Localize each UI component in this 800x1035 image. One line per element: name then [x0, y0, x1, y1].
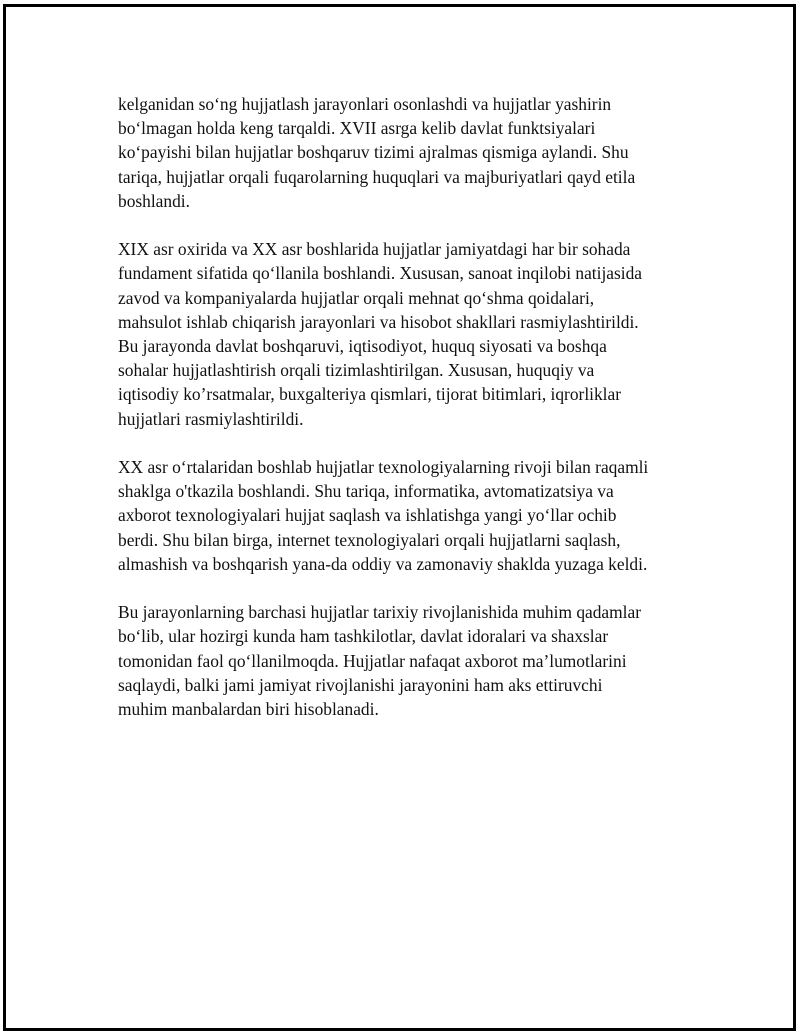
- paragraph-1: kelganidan so‘ng hujjatlash jarayonlari osonlashdi va hujjatlar yashirin bo‘lmagan holda keng tarqaldi. XVII asrga kelib davlat funktsiyalari ko‘payishi bilan hujjatlar boshqaruv tizimi ajralmas qismiga aylandi. Shu tariqa, hujjatlar orqali fuqarolarning huquqlari va majburiyatlari qayd etila boshlandi.: [118, 94, 636, 211]
- document-body: [118, 92, 693, 745]
- paragraph-4: Bu jarayonlarning barchasi hujjatlar tarixiy rivojlanishida muhim qadamlar bo‘lib, ular hozirgi kunda ham tashkilotlar, davlat idoralari va shaxslar tomonidan faol qo‘llanilmoqda. Hujjatlar nafaqat axborot ma’lumotlarini saqlaydi, balki jami jamiyat rivojlanishi jarayonini ham aks ettiruvchi muhim manbalardan biri hisoblanadi.: [118, 602, 642, 720]
- paragraph-3: XX asr o‘rtalaridan boshlab hujjatlar texnologiyalarning rivoji bilan raqamli shaklga o'tkazila boshlandi. Shu tariqa, informatika, avtomatizatsiya va axborot texnologiyalari hujjat saqlash va ishlatishga yangi yo‘llar ochib berdi. Shu bilan birga, internet texnologiyalari orqali hujjatlarni saqlash, almashish va boshqarish yana-da oddiy va zamonaviy shaklda yuzaga keldi.: [118, 457, 649, 574]
- paragraph-2: XIX asr oxirida va XX asr boshlarida hujjatlar jamiyatdagi har bir sohada fundament sifatida qo‘llanila boshlandi. Xususan, sanoat inqilobi natijasida zavod va kompaniyalarda hujjatlar orqali mehnat qo‘shma qoidalari, mahsulot ishlab chiqarish jarayonlari va hisobot shakllari rasmiylashtirildi. Bu jarayonda davlat boshqaruvi, iqtisodiyot, huquq siyosati va boshqa sohalar hujjatlashtirish orqali tizimlashtirilgan. Xususan, huquqiy va iqtisodiy ko’rsatmalar, buxgalteriya qismlari, tijorat bitimlari, iqrorliklar hujjatlari rasmiylashtirildi.: [118, 239, 643, 429]
